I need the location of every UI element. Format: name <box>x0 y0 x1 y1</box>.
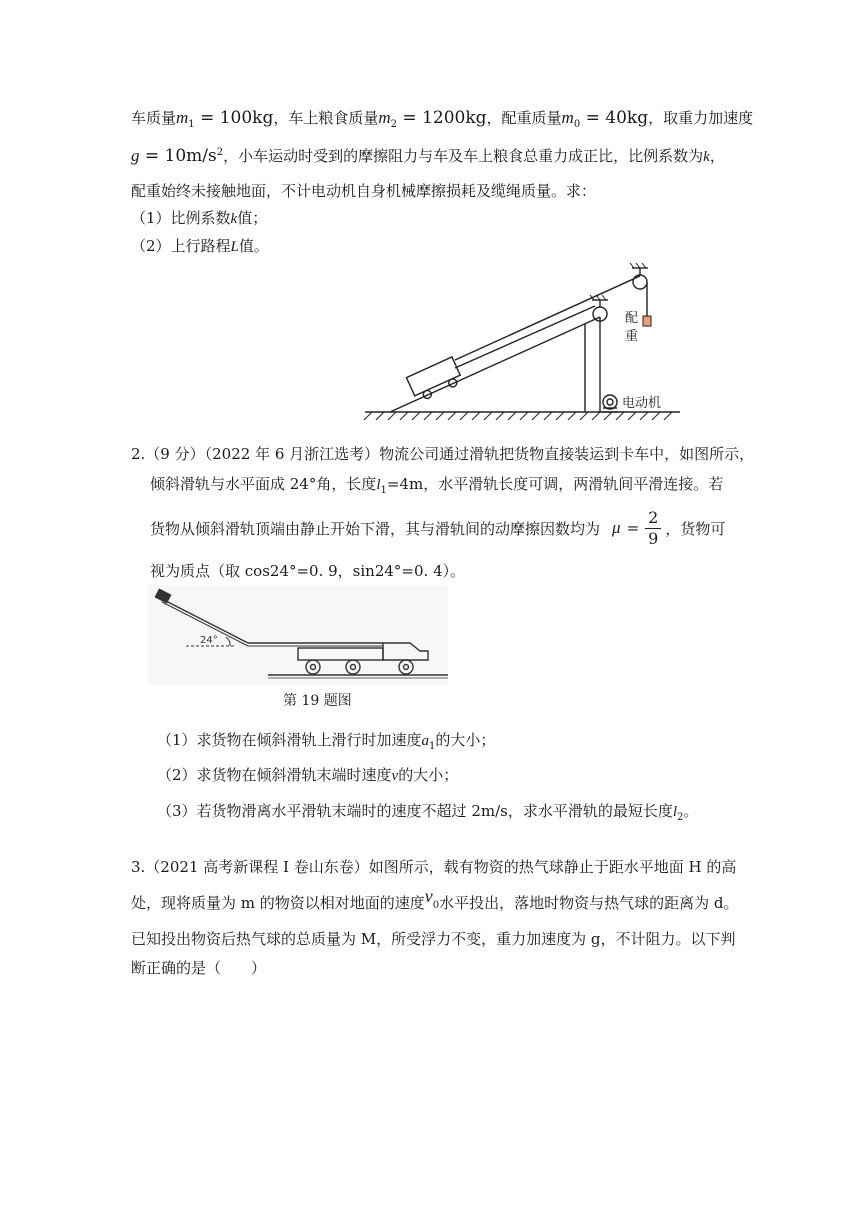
sub: 0 <box>573 119 581 130</box>
p1-question-2 <box>131 235 269 256</box>
sub: 1 <box>188 119 195 130</box>
p1-line1 <box>131 107 753 130</box>
text: ， <box>709 147 725 165</box>
text: ，车上粮食质量 <box>273 109 379 127</box>
sup: 2 <box>216 147 224 158</box>
text: （1）求货物在倾斜滑轨上滑行时加速度 <box>157 731 422 749</box>
motor <box>603 395 617 409</box>
text: 。 <box>683 802 699 820</box>
text: （2）求货物在倾斜滑轨末端时速度 <box>157 766 392 784</box>
numerator: 2 <box>645 508 661 529</box>
p1-question-1 <box>131 207 267 228</box>
incline-surface <box>390 317 600 412</box>
text: ，小车运动时受到的摩擦阻力与车及车上粮食总重力成正比，比例系数为 <box>223 147 704 165</box>
symbol-v: v <box>391 768 399 784</box>
p3-line2 <box>131 886 739 915</box>
sub: 1 <box>380 485 387 496</box>
value-m0: = 40kg <box>580 108 649 128</box>
p1-line2 <box>131 145 725 166</box>
sub: 2 <box>677 812 684 823</box>
text: ，取重力加速度 <box>648 109 754 127</box>
upper-rail <box>455 276 640 360</box>
counterweight <box>643 316 651 326</box>
counterweight-label-1: 配 <box>625 311 639 326</box>
text: ，货物可 <box>665 519 726 538</box>
text: ，配重质量 <box>486 109 562 127</box>
p3-line4: 断正确的是（ ） <box>131 959 267 977</box>
p2-question-2 <box>157 764 458 785</box>
p1-line3: 配重始终未接触地面，不计电动机自身机械摩擦损耗及缆绳质量。求： <box>131 182 597 200</box>
sub: 2 <box>390 119 398 130</box>
equals: = <box>626 519 640 537</box>
text: （2）上行路程 <box>131 237 231 255</box>
text: 车质量 <box>131 109 177 127</box>
p2-line2 <box>150 473 723 496</box>
symbol-g: g <box>131 146 140 165</box>
p2-line3 <box>150 505 725 551</box>
cable-lower <box>455 306 595 368</box>
p2-question-1 <box>157 729 495 752</box>
symbol-m2: m <box>378 108 391 127</box>
symbol-l1: l <box>376 477 381 493</box>
text: （1）比例系数 <box>131 209 231 227</box>
incline-pulley-figure <box>360 262 690 424</box>
text: =4m，水平滑轨长度可调，两滑轨间平滑连接。若 <box>386 475 724 493</box>
value-m2: = 1200kg <box>397 108 487 128</box>
value-g: = 10m/s <box>139 146 217 166</box>
text: 倾斜滑轨与水平面成 24°角，长度 <box>150 475 377 493</box>
p3-line3: 已知投出物资后热气球的总质量为 M，所受浮力不变，重力加速度为 g，不计阻力。以下判 <box>131 930 736 948</box>
symbol-m0: m <box>561 108 574 127</box>
figure-caption: 第 19 题图 <box>283 693 352 709</box>
symbol-L: L <box>230 239 239 255</box>
pulley-top <box>633 275 647 289</box>
text: （3）若货物滑离水平滑轨末端时的速度不超过 2m/s，求水平滑轨的最短长度 <box>157 802 673 820</box>
counterweight-label-2: 重 <box>625 329 639 344</box>
motor-label: 电动机 <box>622 396 662 411</box>
text: 值； <box>237 209 268 227</box>
p3-line1: 3.（2021 高考新课程 I 卷山东卷）如图所示，载有物资的热气球静止于距水平地面 H 的高 <box>131 858 737 876</box>
symbol-l2: l <box>672 804 678 820</box>
symbol-m1: m <box>176 108 189 127</box>
ground-hatching <box>364 412 672 420</box>
text: 的大小； <box>435 731 496 749</box>
text: 处，现将质量为 m 的物资以相对地面的速度 <box>131 894 425 912</box>
p2-line4: 视为质点（取 cos24°=0. 9，sin24°=0. 4）。 <box>150 562 466 580</box>
symbol-a1: a <box>421 733 430 749</box>
angle-label: 24° <box>200 635 218 646</box>
cart <box>406 357 463 403</box>
fraction-2-9 <box>645 508 661 549</box>
symbol-k: k <box>703 149 710 165</box>
text: 的大小； <box>398 766 459 784</box>
value-m1: = 100kg <box>194 108 274 128</box>
text: 水平投出，落地时物资与热气球的距离为 d。 <box>439 894 739 912</box>
p2-question-3 <box>157 800 698 823</box>
p2-line1: 2.（9 分）（2022 年 6 月浙江选考）物流公司通过滑轨把货物直接装运到卡车中，如图所示， <box>131 445 755 463</box>
text: 货物从倾斜滑轨顶端由静止开始下滑，其与滑轨间的动摩擦因数均为 <box>150 519 601 538</box>
text: 值。 <box>238 237 269 255</box>
symbol-v0: v <box>424 886 433 906</box>
denominator: 9 <box>648 528 659 548</box>
symbol-k: k <box>230 211 238 227</box>
sub: 0 <box>432 900 440 911</box>
sub: 1 <box>429 741 436 752</box>
symbol-mu: μ <box>612 518 621 537</box>
slide-rail-truck-figure <box>148 585 448 685</box>
